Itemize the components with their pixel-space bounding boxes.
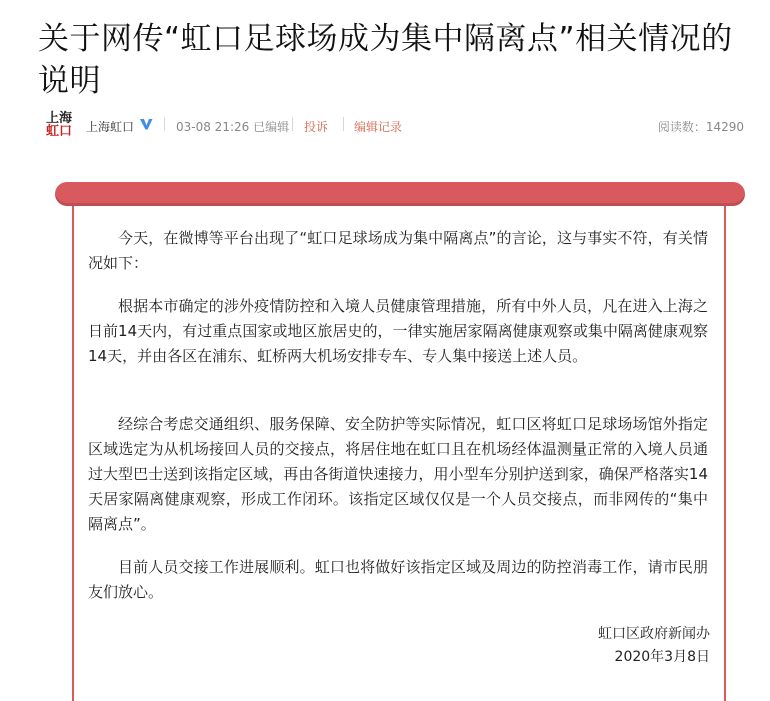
- scroll-roller: [55, 182, 745, 206]
- paragraph-3: 经综合考虑交通组织、服务保障、安全防护等实际情况，虹口区将虹口足球场场馆外指定区域选定为从机场接回人员的交接点，将居住地在虹口且在机场经体温测量正常的入境人员通过大型巴士送到该指定区域，再由各街道快速接力，用小型车分别护送到家，确保严格落实14天居家隔离健康观察，形成工作闭环。该指定区域仅仅是一个人员交接点，而非网传的“集中隔离点”。: [88, 415, 708, 533]
- logo-line-2: 虹口: [46, 124, 73, 139]
- publish-date: 03-08 21:26 已编辑: [176, 120, 290, 134]
- sign-date: 2020年3月8日: [614, 649, 710, 665]
- report-link[interactable]: 投诉: [304, 120, 329, 134]
- divider: [164, 117, 165, 131]
- article-meta: [46, 112, 746, 140]
- read-count: 阅读数：14290: [657, 120, 744, 134]
- edit-history-link[interactable]: 编辑记录: [354, 120, 403, 134]
- paragraph-2: 根据本市确定的涉外疫情防控和入境人员健康管理措施，所有中外人员，凡在进入上海之日前14天内，有过重点国家或地区旅居史的，一律实施居家隔离健康观察或集中隔离健康观察 14天，并由各区在浦东、虹桥两大机场安排专车、专人集中接送上述人员。: [88, 297, 708, 365]
- paragraph-4: 目前人员交接工作进展顺利。虹口也将做好该指定区域及周边的防控消毒工作，请市民朋友们放心。: [88, 558, 708, 601]
- verified-v-icon: [138, 116, 154, 132]
- logo-line-1: 上海: [46, 111, 73, 126]
- signature: 虹口区政府新闻办: [598, 626, 710, 642]
- divider: [343, 117, 344, 131]
- paragraph-1: 今天，在微博等平台出现了“虹口足球场成为集中隔离点”的言论，这与事实不符，有关情况如下：: [88, 229, 708, 272]
- author-name[interactable]: 上海虹口: [86, 120, 135, 134]
- page-title: 关于网传“虹口足球场成为集中隔离点”相关情况的说明: [38, 21, 733, 99]
- author-avatar[interactable]: [46, 112, 76, 140]
- divider: [292, 117, 293, 131]
